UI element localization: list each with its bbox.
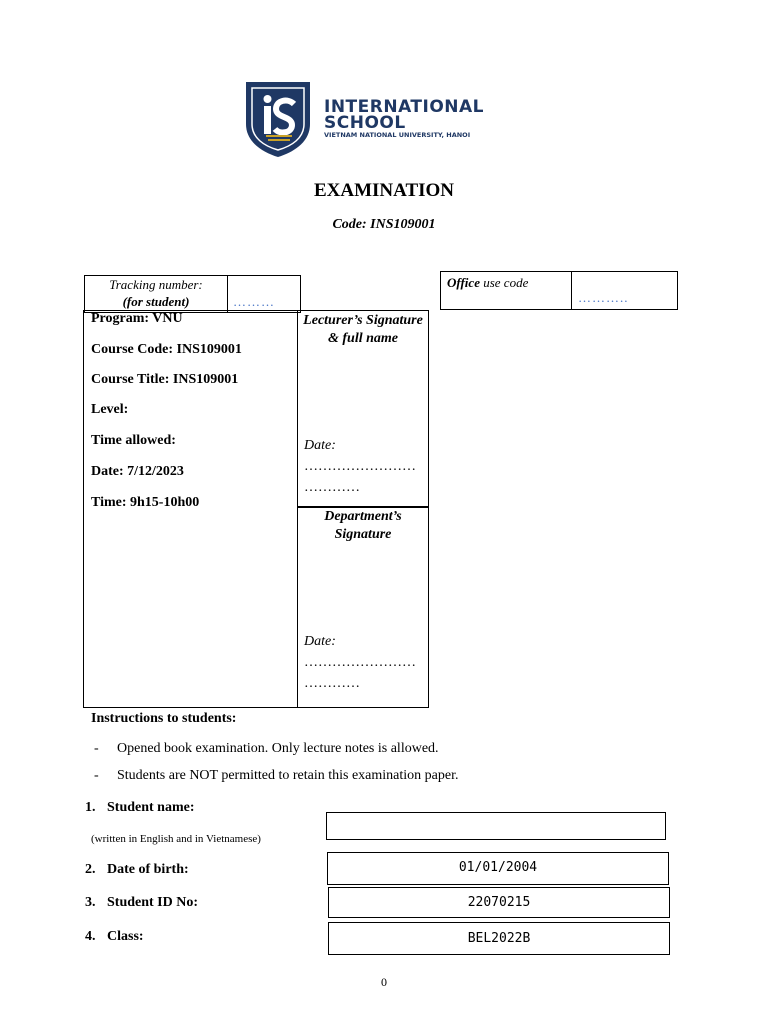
student-id-label: [85, 895, 198, 911]
logo-title-line1: INTERNATIONAL: [324, 97, 485, 117]
class-field[interactable]: BEL2022B: [328, 922, 670, 955]
class-label: [85, 929, 144, 945]
department-signature-title: Department’s Signature: [324, 509, 402, 542]
student-id-field[interactable]: 22070215: [328, 887, 670, 918]
exam-code: Code: INS109001: [332, 217, 436, 232]
instruction-item: [94, 741, 439, 757]
logo-subtitle: VIETNAM NATIONAL UNIVERSITY, HANOI: [324, 131, 471, 139]
course-title: Course Title: INS109001: [91, 372, 239, 387]
exam-date: Date: 7/12/2023: [91, 464, 184, 479]
office-value[interactable]: ………..: [578, 290, 629, 305]
office-label-rest: use code: [479, 275, 529, 290]
tracking-label: Tracking number:: [109, 277, 203, 292]
class-text: Class:: [107, 929, 144, 944]
page-title: EXAMINATION: [313, 180, 455, 201]
dob-text: Date of birth:: [107, 862, 189, 877]
department-date-label: Date:: [304, 634, 336, 649]
student-name-label: [85, 800, 195, 816]
class-num: 4.: [85, 929, 96, 944]
instruction-bullet: -: [94, 768, 99, 783]
student-name-text: Student name:: [107, 800, 195, 815]
instructions-title: Instructions to students:: [91, 711, 237, 726]
office-divider: [571, 272, 572, 309]
dob-label: [85, 862, 189, 878]
department-date: [304, 631, 416, 694]
student-name-field[interactable]: [326, 812, 666, 840]
student-name-note: (written in English and in Vietnamese): [91, 833, 261, 845]
instruction-bullet: -: [94, 741, 99, 756]
tracking-number-box: [84, 275, 301, 313]
time-allowed: Time allowed:: [91, 433, 176, 448]
department-date-dots-1[interactable]: ……………………: [304, 655, 416, 670]
dob-num: 2.: [85, 862, 96, 877]
student-id-text: Student ID No:: [107, 895, 199, 910]
student-name-num: 1.: [85, 800, 96, 815]
lecturer-signature-title: Lecturer’s Signature & full name: [303, 313, 423, 346]
instruction-text-2: Students are NOT permitted to retain this examination paper.: [117, 768, 459, 783]
level: Level:: [91, 402, 129, 417]
program: Program: VNU: [91, 311, 183, 326]
tracking-divider: [227, 276, 228, 312]
exam-time: Time: 9h15-10h00: [91, 495, 200, 510]
office-use-box: [440, 271, 678, 310]
instruction-text-1: Opened book examination. Only lecture notes is allowed.: [117, 741, 439, 756]
lecturer-date-label: Date:: [304, 438, 336, 453]
lecturer-date-dots-1[interactable]: ……………………: [304, 459, 416, 474]
tracking-sublabel: (for student): [122, 294, 190, 309]
shield-logo-icon: [244, 80, 314, 158]
office-label-bold: Office: [447, 275, 480, 290]
department-date-dots-2[interactable]: …………: [304, 676, 360, 691]
tracking-value[interactable]: ………: [233, 294, 275, 309]
student-id-num: 3.: [85, 895, 96, 910]
department-signature-box: [297, 506, 429, 708]
course-code: Course Code: INS109001: [91, 342, 242, 357]
page-number: 0: [381, 975, 387, 989]
logo-title-line2: SCHOOL: [324, 113, 406, 133]
school-logo: [244, 80, 485, 158]
lecturer-date-dots-2[interactable]: …………: [304, 480, 360, 495]
lecturer-signature-box: [297, 310, 429, 508]
lecturer-date: [304, 435, 416, 498]
instruction-item: [94, 768, 459, 784]
office-label: [447, 275, 528, 291]
dob-field[interactable]: 01/01/2004: [327, 852, 669, 885]
